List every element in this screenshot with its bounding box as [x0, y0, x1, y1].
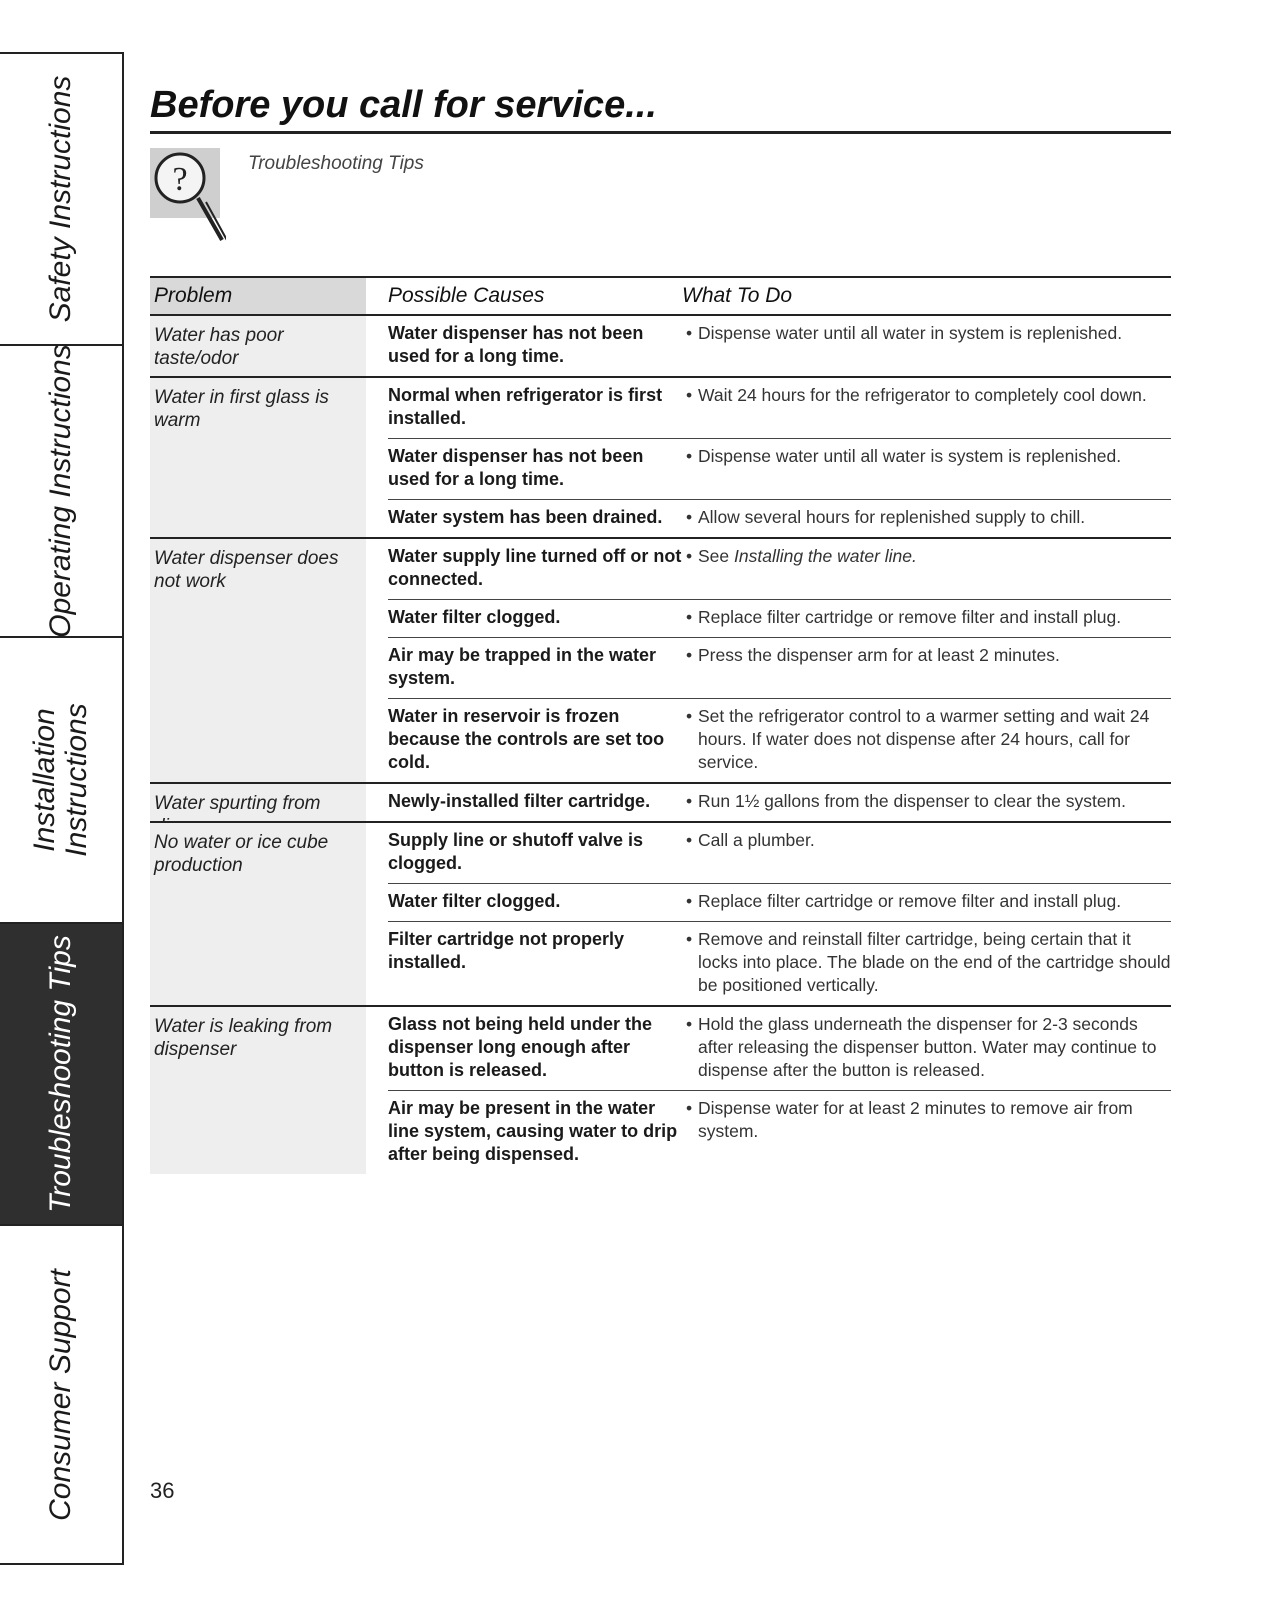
table-row: [388, 638, 1171, 699]
problem-cell: Water spurting from: [150, 784, 366, 821]
problem-group: [150, 378, 1171, 539]
section-tabs: [0, 52, 124, 1565]
what-to-do-text: Dispense water until all water in system is replenished.: [698, 323, 1123, 343]
table-row: [388, 823, 1171, 884]
section-subtitle: Troubleshooting Tips: [248, 153, 424, 174]
table-row: [388, 784, 1171, 821]
what-to-do-text: Allow several hours for replenished supply to chill.: [698, 507, 1086, 527]
cause-cell: Water filter clogged.: [388, 891, 561, 911]
what-to-do-text: Set the refrigerator control to a warmer setting and wait 24 hours. If water does not dispense after 24 hours, call for service.: [698, 706, 1150, 772]
what-to-do-text: Wait 24 hours for the refrigerator to completely cool down.: [698, 385, 1147, 405]
svg-text:?: ?: [172, 161, 188, 198]
table-row: [388, 539, 1171, 600]
table-row: [388, 439, 1171, 500]
title-divider: [150, 131, 1171, 134]
what-to-do-text: Hold the glass underneath the dispenser for 2-3 seconds after releasing the dispenser button. Water may continue to dispense after the button is released.: [698, 1014, 1157, 1080]
what-to-do-cell: • Call a plumber.: [686, 830, 815, 850]
cause-cell: Water system has been drained.: [388, 507, 663, 527]
table-row: [388, 316, 1171, 376]
what-to-do-cell: • See Installing the water line.: [686, 546, 917, 566]
problem-group: [150, 784, 1171, 823]
what-to-do-cell: • Hold the glass underneath the dispenser for 2-3 seconds after releasing the dispenser button. Water may continue to dispense after the button is released.: [686, 1014, 1157, 1080]
problem-cell: Water in first glass is warm: [150, 378, 366, 537]
cross-reference-link: Installing the water line.: [734, 546, 917, 566]
tab-label: Safety Instructions: [44, 75, 77, 323]
what-to-do-text: Run 1½ gallons from the dispenser to clear the system.: [698, 791, 1126, 811]
what-to-do-cell: • Replace filter cartridge or remove filter and install plug.: [686, 891, 1122, 911]
table-row: [388, 922, 1171, 1005]
cause-cell: Air may be present in the water line system, causing water to drip after being dispensed.: [388, 1098, 678, 1164]
what-to-do-text: Replace filter cartridge or remove filter and install plug.: [698, 891, 1122, 911]
cause-cell: Air may be trapped in the water system.: [388, 645, 657, 688]
what-to-do-text: Dispense water until all water is system is replenished.: [698, 446, 1122, 466]
cause-cell: Water dispenser has not been used for a long time.: [388, 323, 644, 366]
cause-cell: Glass not being held under the dispenser long enough after button is released.: [388, 1014, 653, 1080]
what-to-do-cell: • Dispense water until all water is system is replenished.: [686, 446, 1122, 466]
what-to-do-text: Press the dispenser arm for at least 2 minutes.: [698, 645, 1060, 665]
tab-label: Operating Instructions: [44, 344, 77, 638]
table-row: [388, 1007, 1171, 1091]
what-to-do-text: See: [698, 546, 734, 566]
tab-label: Troubleshooting Tips: [44, 935, 77, 1213]
problem-group: [150, 316, 1171, 378]
header-possible-causes: Possible Causes: [388, 284, 545, 307]
tab-label: Installation Instructions: [28, 703, 93, 857]
cause-cell: Filter cartridge not properly installed.: [388, 929, 625, 972]
problem-cell: Water is leaking from dispenser: [150, 1007, 366, 1174]
table-row: [388, 378, 1171, 439]
what-to-do-cell: • Remove and reinstall filter cartridge, being certain that it locks into place. The blade on the end of the cartridge should be positioned vertically.: [686, 929, 1171, 995]
what-to-do-cell: • Allow several hours for replenished supply to chill.: [686, 507, 1086, 527]
table-row: [388, 1091, 1171, 1174]
troubleshooting-table: [150, 276, 1171, 1174]
what-to-do-text: Remove and reinstall filter cartridge, being certain that it locks into place. The blade on the end of the cartridge should be positioned vertically.: [698, 929, 1171, 995]
table-body: [150, 316, 1171, 1174]
table-row: [388, 699, 1171, 782]
table-header: [150, 276, 1171, 316]
what-to-do-cell: • Set the refrigerator control to a warmer setting and wait 24 hours. If water does not dispense after 24 hours, call for service.: [686, 706, 1150, 772]
problem-group: [150, 539, 1171, 784]
question-magnifier-icon: [150, 148, 226, 248]
table-row: [388, 600, 1171, 638]
table-row: [388, 500, 1171, 537]
what-to-do-cell: • Run 1½ gallons from the dispenser to clear the system.: [686, 791, 1126, 811]
what-to-do-cell: • Dispense water for at least 2 minutes to remove air from system.: [686, 1098, 1133, 1141]
tab-safety-instructions[interactable]: [0, 54, 122, 346]
cause-cell: Newly-installed filter cartridge.: [388, 791, 651, 811]
cause-cell: Water dispenser has not been used for a long time.: [388, 446, 644, 489]
problem-cell: Water dispenser does not work: [150, 539, 366, 782]
cause-cell: Water supply line turned off or not connected.: [388, 546, 682, 589]
problem-group: [150, 823, 1171, 1007]
what-to-do-cell: • Dispense water until all water in system is replenished.: [686, 323, 1123, 343]
problem-cell: No water or ice cube production: [150, 823, 366, 1005]
problem-group: [150, 1007, 1171, 1174]
tab-troubleshooting-tips[interactable]: [0, 924, 122, 1226]
page-title: Before you call for service...: [150, 84, 657, 126]
cause-cell: Supply line or shutoff valve is clogged.: [388, 830, 644, 873]
header-problem: Problem: [150, 278, 366, 314]
problem-cell: Water has poor taste/odor: [150, 316, 366, 376]
what-to-do-cell: • Wait 24 hours for the refrigerator to completely cool down.: [686, 385, 1147, 405]
page-number: 36: [150, 1478, 175, 1503]
what-to-do-text: Dispense water for at least 2 minutes to remove air from system.: [698, 1098, 1133, 1141]
cause-cell: Normal when refrigerator is first installed.: [388, 385, 663, 428]
what-to-do-cell: • Replace filter cartridge or remove filter and install plug.: [686, 607, 1122, 627]
tab-label: Consumer Support: [44, 1268, 77, 1521]
tab-operating-instructions[interactable]: [0, 346, 122, 638]
tab-consumer-support[interactable]: [0, 1226, 122, 1563]
tab-installation-instructions[interactable]: [0, 638, 122, 924]
what-to-do-text: Replace filter cartridge or remove filter and install plug.: [698, 607, 1122, 627]
what-to-do-cell: • Press the dispenser arm for at least 2 minutes.: [686, 645, 1060, 665]
cause-cell: Water in reservoir is frozen because the controls are set too cold.: [388, 706, 665, 772]
table-row: [388, 884, 1171, 922]
what-to-do-text: Call a plumber.: [698, 830, 815, 850]
cause-cell: Water filter clogged.: [388, 607, 561, 627]
header-what-to-do: What To Do: [682, 284, 793, 307]
